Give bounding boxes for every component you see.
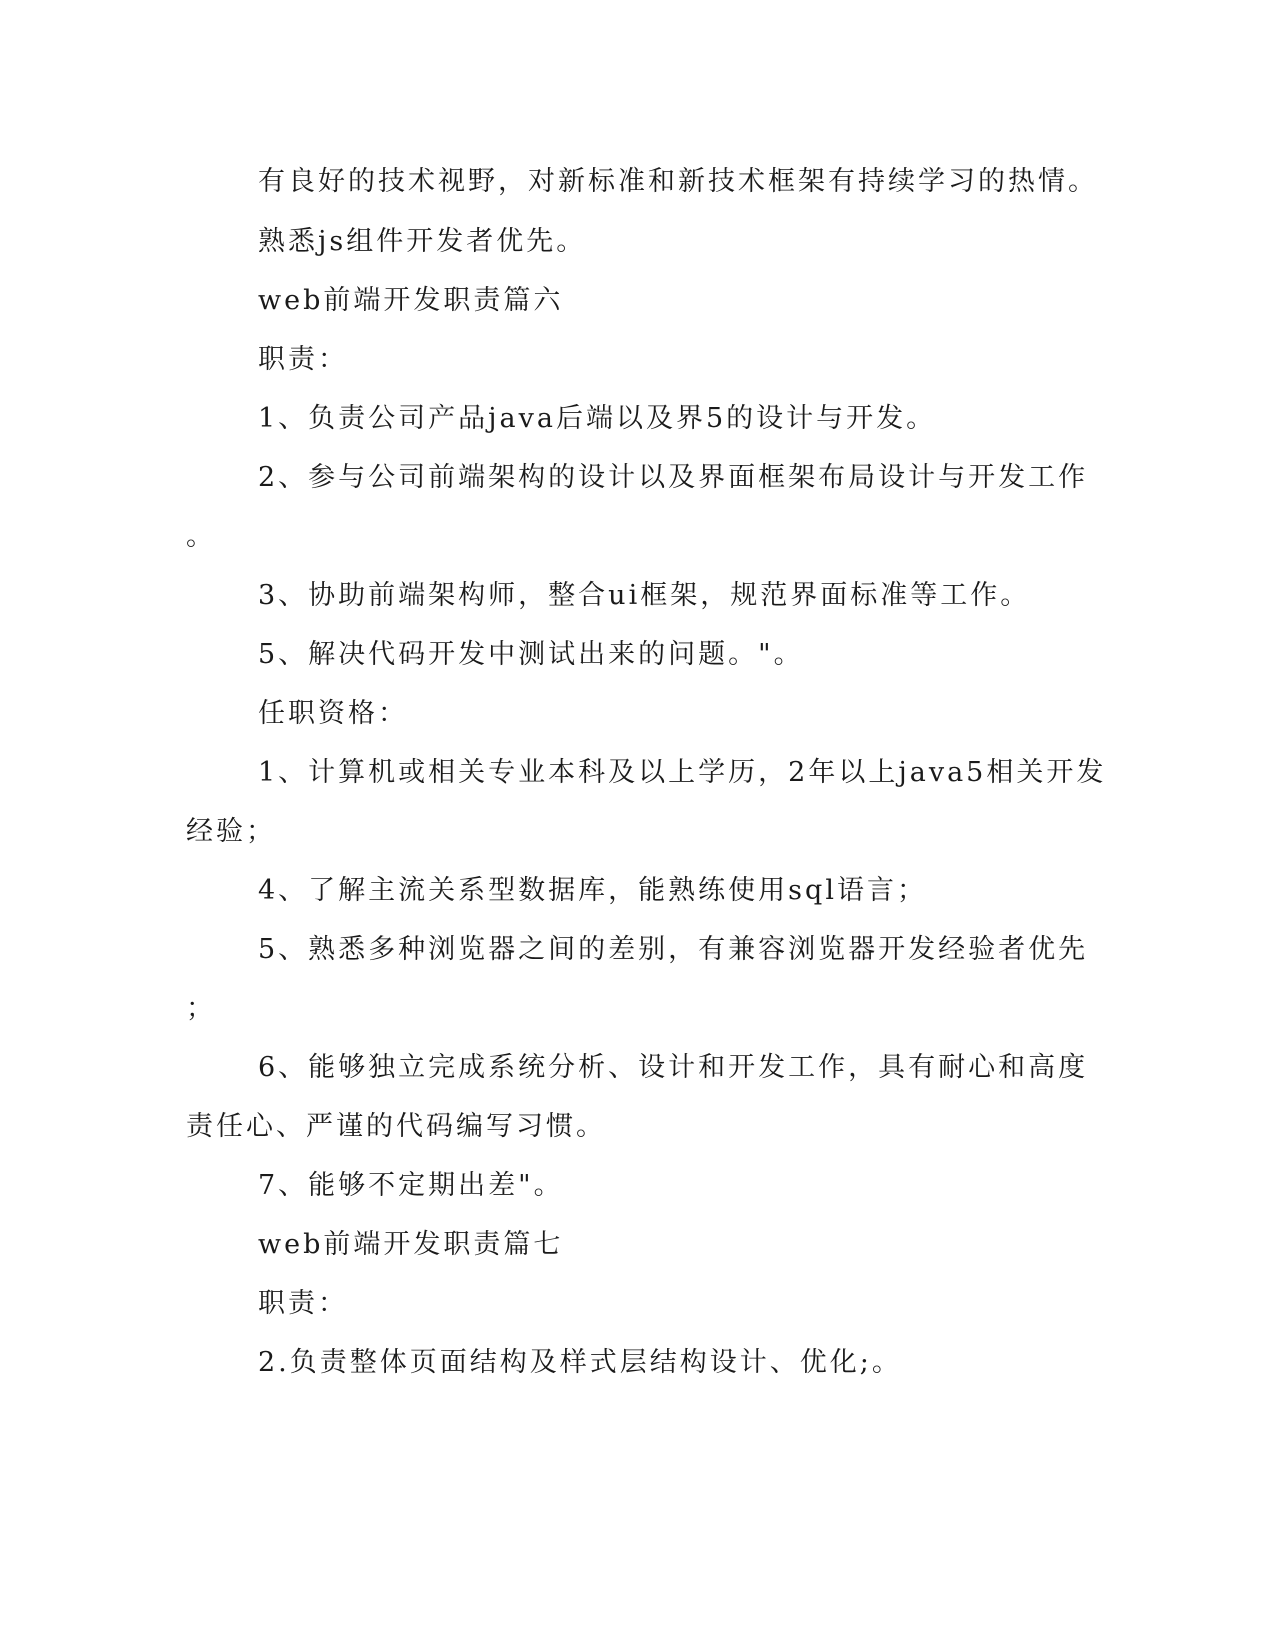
text-line-continuation: ； — [186, 993, 216, 1024]
list-item: 2.负责整体页面结构及样式层结构设计、优化;。 — [258, 1347, 902, 1378]
text-line-continuation: 责任心、严谨的代码编写习惯。 — [186, 1111, 606, 1142]
list-item: 5、熟悉多种浏览器之间的差别，有兼容浏览器开发经验者优先 — [258, 934, 1089, 965]
subheading-qualifications: 任职资格： — [258, 698, 408, 729]
text-line-continuation: 经验； — [186, 816, 276, 847]
text-line-continuation: 。 — [186, 521, 216, 552]
list-item: 3、协助前端架构师，整合ui框架，规范界面标准等工作。 — [258, 580, 1031, 611]
list-item: 1、计算机或相关专业本科及以上学历，2年以上java5相关开发 — [258, 757, 1107, 788]
section-heading: web前端开发职责篇六 — [258, 285, 564, 316]
list-item: 6、能够独立完成系统分析、设计和开发工作，具有耐心和高度 — [258, 1052, 1089, 1083]
list-item: 7、能够不定期出差"。 — [258, 1170, 564, 1201]
list-item: 4、了解主流关系型数据库，能熟练使用sql语言； — [258, 875, 927, 906]
list-item: 1、负责公司产品java后端以及界5的设计与开发。 — [258, 403, 937, 434]
section-heading: web前端开发职责篇七 — [258, 1229, 564, 1260]
list-item: 5、解决代码开发中测试出来的问题。"。 — [258, 639, 804, 670]
text-line: 有良好的技术视野，对新标准和新技术框架有持续学习的热情。 — [258, 166, 1098, 197]
subheading-duties: 职责： — [258, 1288, 348, 1319]
text-line: 熟悉js组件开发者优先。 — [258, 226, 587, 257]
subheading-duties: 职责： — [258, 344, 348, 375]
list-item: 2、参与公司前端架构的设计以及界面框架布局设计与开发工作 — [258, 462, 1089, 493]
